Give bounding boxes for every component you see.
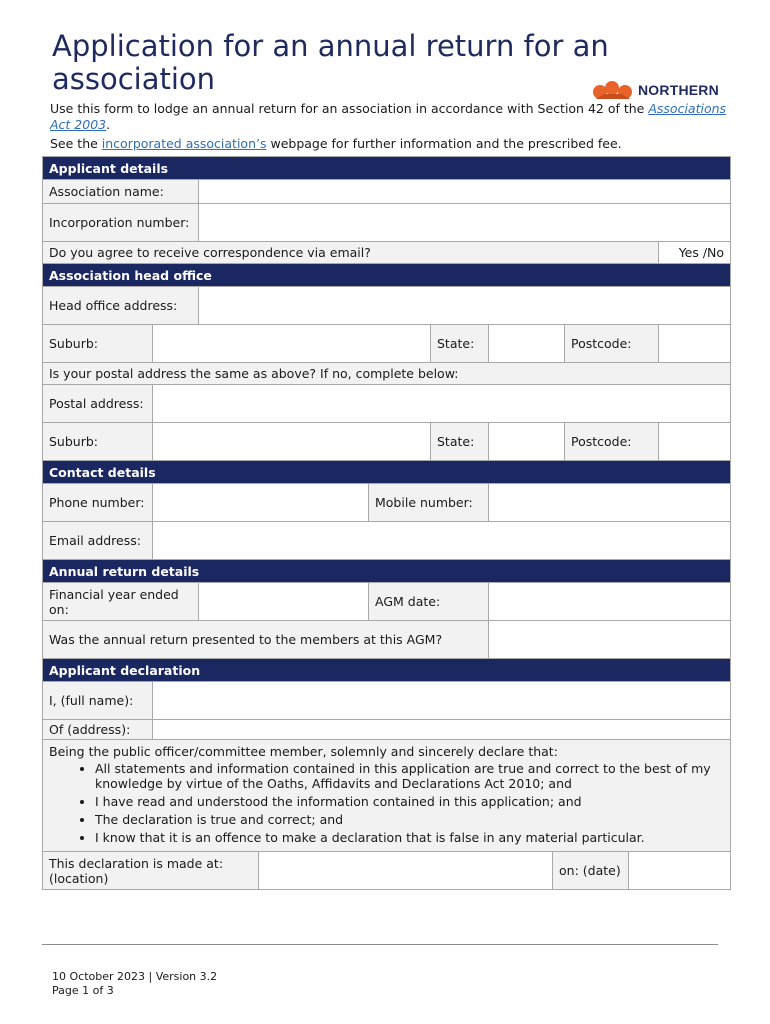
email-correspondence-question: Do you agree to receive correspondence via email? [43, 242, 659, 264]
incorporated-associations-link[interactable]: incorporated association’s [101, 136, 267, 151]
footer-divider [42, 944, 718, 945]
postal-address-question: Is your postal address the same as above? If no, complete below: [43, 363, 731, 385]
declaration-item: • All statements and information contained in this application are true and correct to the best of my knowledge by virtue of the Oaths, Affidavits and Declarations Act 2010; and [95, 761, 724, 791]
yes-no-field[interactable]: Yes /No [659, 242, 731, 264]
postal-address-label: Postal address: [43, 385, 153, 423]
association-name-label: Association name: [43, 180, 199, 204]
postcode-field[interactable] [659, 325, 731, 363]
postcode-label: Postcode: [565, 325, 659, 363]
return-presented-field[interactable] [489, 621, 731, 659]
footer [52, 970, 217, 998]
phone-number-label: Phone number: [43, 484, 153, 522]
section-applicant-details: Applicant details [43, 157, 731, 180]
association-name-field[interactable] [199, 180, 731, 204]
declaration-item: • The declaration is true and correct; and [95, 812, 724, 827]
postal-postcode-label: Postcode: [565, 423, 659, 461]
head-office-address-label: Head office address: [43, 287, 199, 325]
declaration-list [49, 761, 724, 845]
northern-logo [592, 79, 719, 101]
financial-year-label: Financial year ended on: [43, 583, 199, 621]
declaration-statement [43, 740, 731, 852]
mobile-number-field[interactable] [489, 484, 731, 522]
form-table [42, 156, 731, 890]
declaration-date-label: on: (date) [553, 852, 629, 890]
logo-text: NORTHERN [638, 82, 719, 98]
postal-address-field[interactable] [153, 385, 731, 423]
financial-year-field[interactable] [199, 583, 369, 621]
declaration-intro: Being the public officer/committee member, solemnly and sincerely declare that: [49, 744, 558, 759]
postal-suburb-label: Suburb: [43, 423, 153, 461]
declaration-item: • I have read and understood the information contained in this application; and [95, 794, 724, 809]
intro-text-part: . [106, 117, 111, 132]
postal-state-label: State: [431, 423, 489, 461]
postal-state-field[interactable] [489, 423, 565, 461]
declaration-item: • I know that it is an offence to make a declaration that is false in any material particular. [95, 830, 724, 845]
head-office-address-field[interactable] [199, 287, 731, 325]
intro-text [50, 101, 730, 152]
intro-line-1 [50, 101, 730, 133]
suburb-field[interactable] [153, 325, 431, 363]
section-annual-return-details: Annual return details [43, 560, 731, 583]
page-title: Application for an annual return for an association [52, 29, 609, 96]
intro-text-part: Use this form to lodge an annual return for an association in accordance with Section 42 of the [50, 101, 649, 116]
intro-line-2 [50, 136, 730, 152]
associations-act-link[interactable]: Associations Act 2003 [50, 101, 727, 132]
address-label: Of (address): [43, 720, 153, 740]
mobile-number-label: Mobile number: [369, 484, 489, 522]
application-form [42, 156, 730, 890]
section-applicant-declaration: Applicant declaration [43, 659, 731, 682]
full-name-label: I, (full name): [43, 682, 153, 720]
declaration-location-label: This declaration is made at: (location) [43, 852, 259, 890]
state-label: State: [431, 325, 489, 363]
email-address-label: Email address: [43, 522, 153, 560]
address-field[interactable] [153, 720, 731, 740]
agm-date-label: AGM date: [369, 583, 489, 621]
section-contact-details: Contact details [43, 461, 731, 484]
full-name-field[interactable] [153, 682, 731, 720]
return-presented-question: Was the annual return presented to the members at this AGM? [43, 621, 489, 659]
intro-text-part: webpage for further information and the prescribed fee. [266, 136, 622, 151]
footer-page-number: Page 1 of 3 [52, 984, 114, 997]
suburb-label: Suburb: [43, 325, 153, 363]
intro-text-part: See the [50, 136, 102, 151]
declaration-date-field[interactable] [629, 852, 731, 890]
section-association-head-office: Association head office [43, 264, 731, 287]
declaration-location-field[interactable] [259, 852, 553, 890]
postal-postcode-field[interactable] [659, 423, 731, 461]
incorporation-number-label: Incorporation number: [43, 204, 199, 242]
state-field[interactable] [489, 325, 565, 363]
phone-number-field[interactable] [153, 484, 369, 522]
agm-date-field[interactable] [489, 583, 731, 621]
email-address-field[interactable] [153, 522, 731, 560]
incorporation-number-field[interactable] [199, 204, 731, 242]
postal-suburb-field[interactable] [153, 423, 431, 461]
footer-date-version: 10 October 2023 | Version 3.2 [52, 970, 218, 983]
logo-mark-icon [592, 80, 634, 100]
